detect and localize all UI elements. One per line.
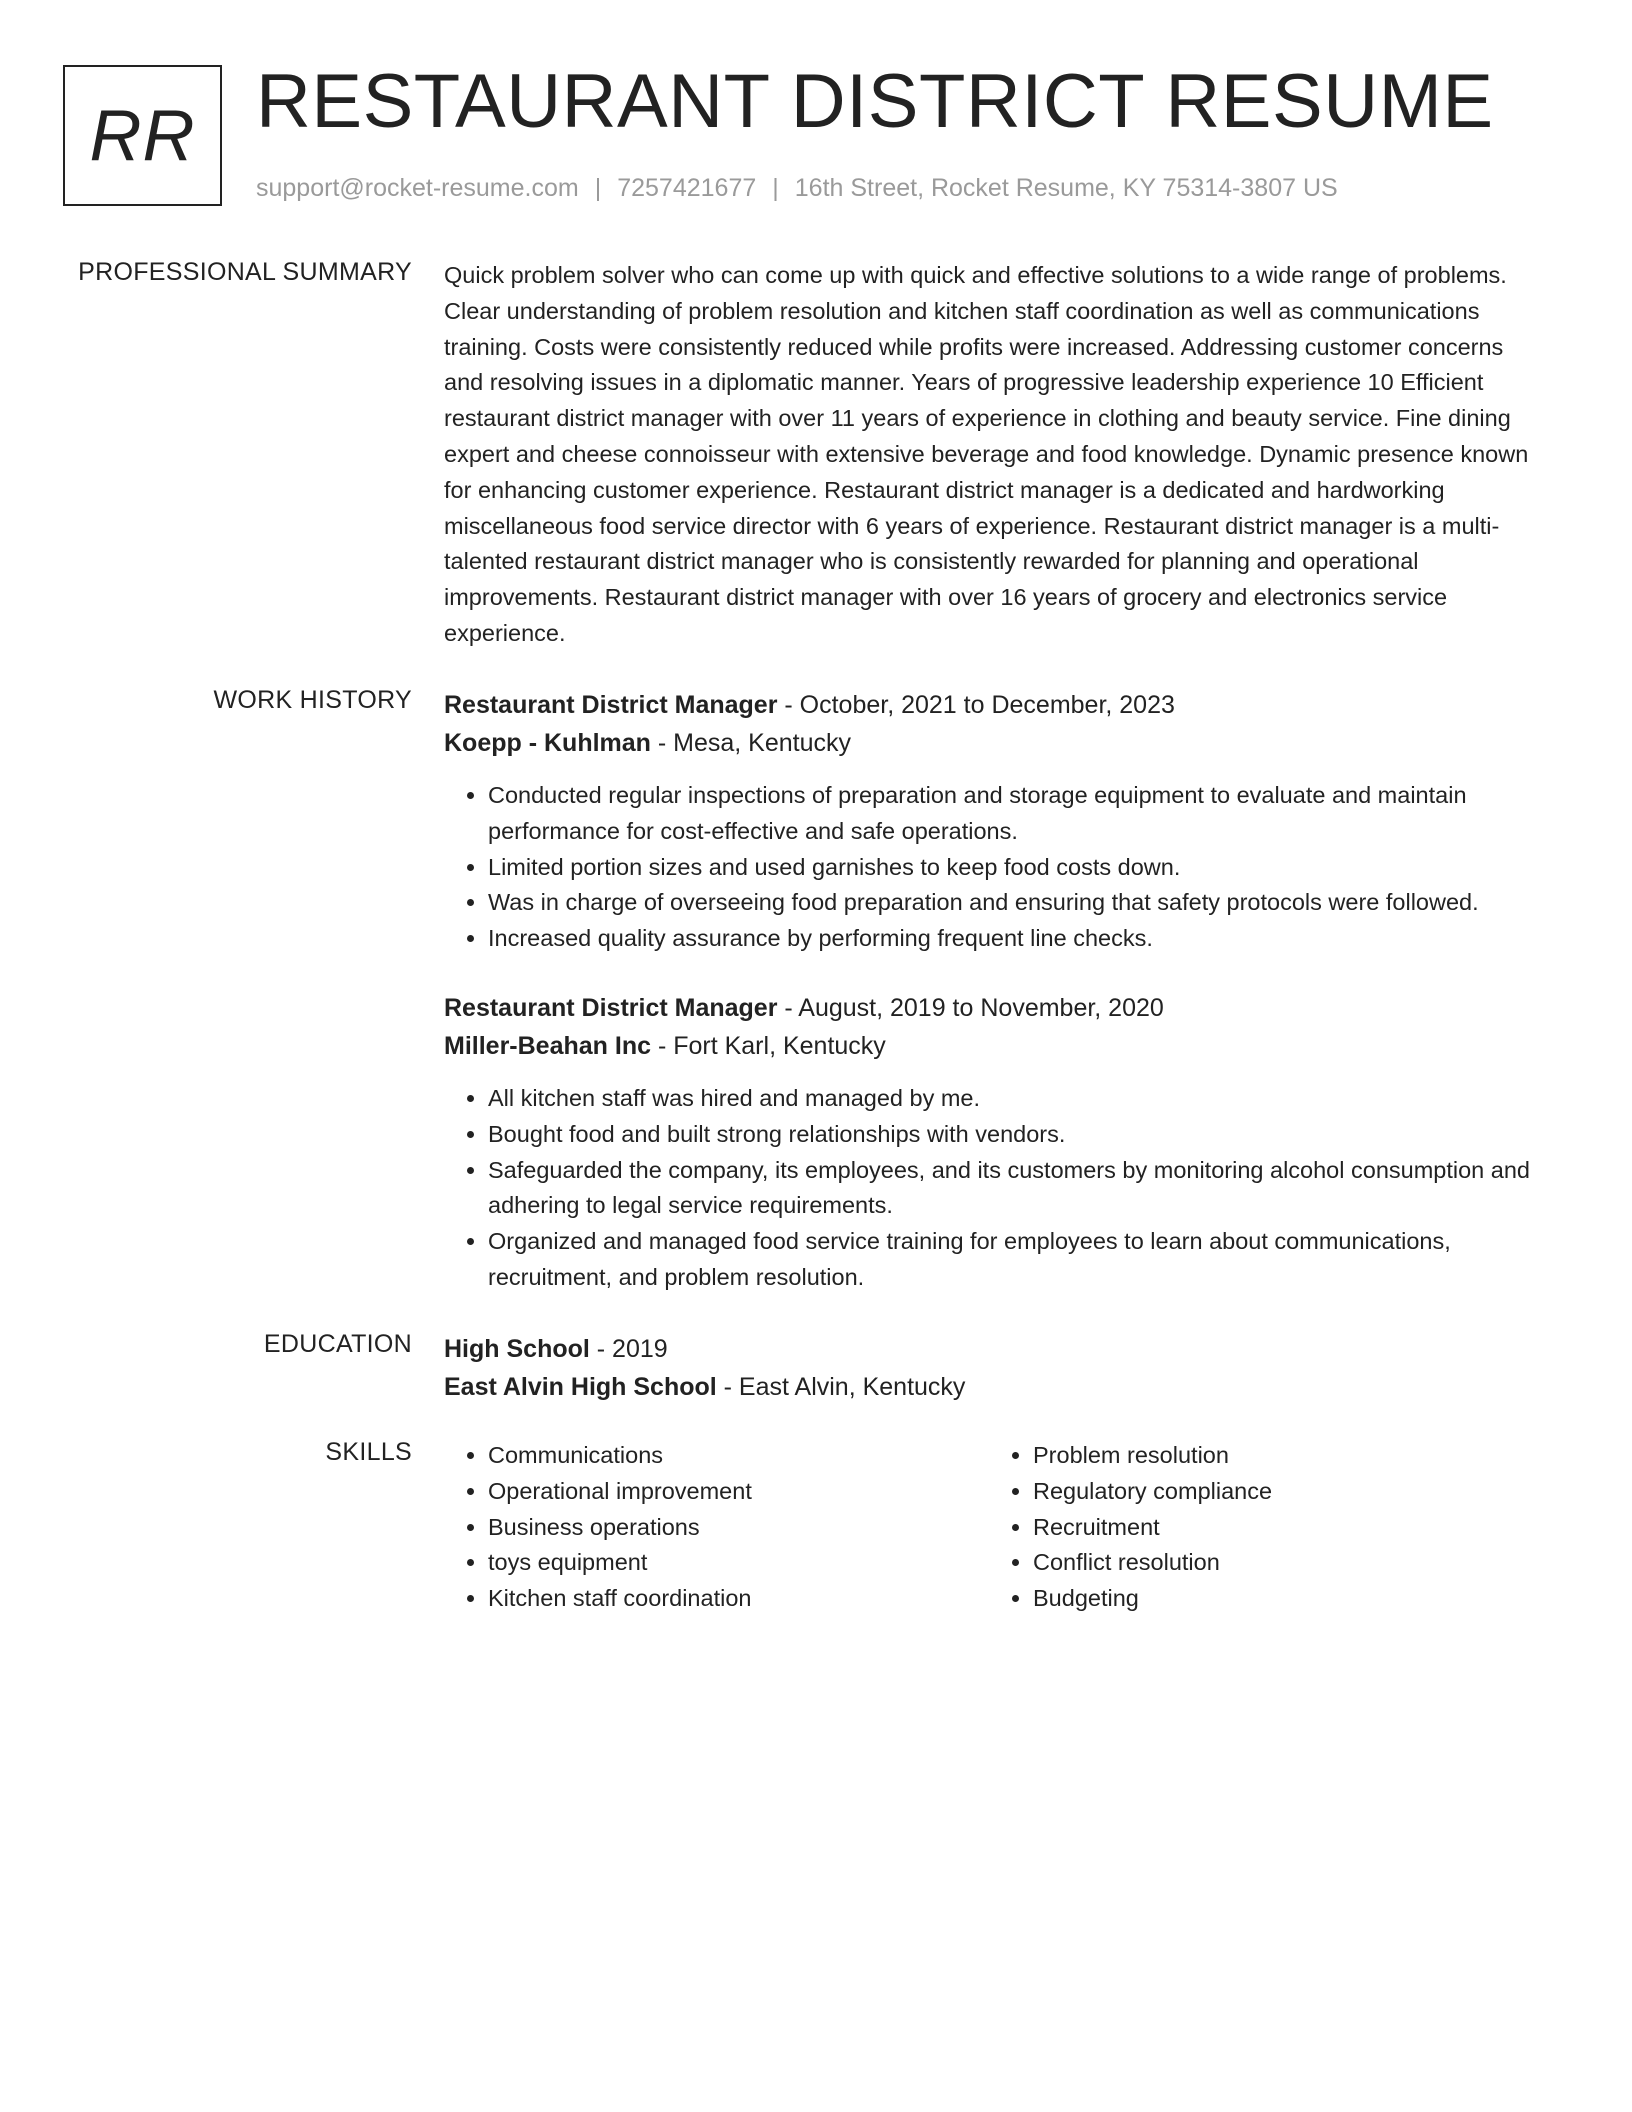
job-company-line [444, 1027, 1538, 1065]
job-bullets [444, 1081, 1538, 1296]
skills-list [444, 1438, 989, 1617]
job-bullets [444, 778, 1538, 957]
job-bullet: • Organized and managed food service training for employees to learn about communications, recruitment, and problem resolution. [488, 1224, 1538, 1296]
job-company-line [444, 724, 1538, 762]
education-degree: High School [444, 1335, 590, 1363]
contact-separator: | [594, 174, 602, 202]
job-title-line [444, 686, 1538, 724]
skill-item: • toys equipment [488, 1545, 989, 1581]
contact-line [256, 174, 1338, 203]
skill-item: • Operational improvement [488, 1474, 989, 1510]
job-location: - Fort Karl, Kentucky [651, 1031, 886, 1060]
skills-column-left [444, 1438, 989, 1617]
skill-item: • Communications [488, 1438, 989, 1474]
job-location: - Mesa, Kentucky [650, 729, 852, 757]
skill-item: • Budgeting [1033, 1581, 1534, 1617]
job-dates: - August, 2019 to November, 2020 [777, 993, 1164, 1022]
contact-email: support@rocket-resume.com [256, 174, 579, 202]
education-location: - East Alvin, Kentucky [716, 1373, 966, 1401]
education-body [444, 1330, 1538, 1406]
skill-item: • Kitchen staff coordination [488, 1581, 989, 1617]
job-dates: - October, 2021 to December, 2023 [777, 691, 1175, 719]
summary-body [444, 258, 1538, 652]
contact-address: 16th Street, Rocket Resume, KY 75314-3807 US [794, 174, 1338, 202]
skills-body [444, 1438, 1538, 1617]
contact-phone: 7257421677 [617, 174, 757, 202]
skill-item: • Conflict resolution [1033, 1545, 1534, 1581]
summary-text: Quick problem solver who can come up with quick and effective solutions to a wide range of problems. Clear understanding of problem resolution and kitchen staff coordination as well as communications training. Costs were consistently reduced while profits were increased. Addressing customer concerns and resolving issues in a diplomatic manner. Years of progressive leadership experience 10 Efficient restaurant district manager with over 11 years of experience in clothing and beauty service. Fine dining expert and cheese connoisseur with extensive beverage and food knowledge. Dynamic presence known for enhancing customer experience. Restaurant district manager is a dedicated and hardworking miscellaneous food service director with 6 years of experience. Restaurant district manager is a multi-talented restaurant district manager who is consistently rewarded for planning and operational improvements. Restaurant district manager with over 16 years of grocery and electronics service experience. [444, 262, 1529, 646]
skill-item: • Problem resolution [1033, 1438, 1534, 1474]
work-history-body [444, 686, 1538, 1328]
monogram-box [63, 65, 222, 206]
job-company: Miller-Beahan Inc [444, 1031, 651, 1060]
education-school-line [444, 1368, 1538, 1406]
resume-title: RESTAURANT DISTRICT RESUME [256, 59, 1494, 144]
job-entry [444, 989, 1538, 1296]
job-entry [444, 686, 1538, 957]
section-title-work: WORK HISTORY [213, 686, 412, 714]
job-bullet: • All kitchen staff was hired and managed by me. [488, 1081, 1538, 1117]
job-bullet: • Increased quality assurance by performing frequent line checks. [488, 921, 1538, 957]
education-school: East Alvin High School [444, 1373, 717, 1401]
skills-list [989, 1438, 1534, 1617]
section-title-skills: SKILLS [325, 1438, 412, 1466]
job-company: Koepp - Kuhlman [444, 729, 651, 757]
education-degree-line [444, 1330, 1538, 1368]
contact-separator: | [772, 174, 779, 202]
skill-item: • Recruitment [1033, 1510, 1534, 1546]
skills-column-right [989, 1438, 1534, 1617]
job-role: Restaurant District Manager [444, 993, 778, 1022]
job-bullet: • Bought food and built strong relationships with vendors. [488, 1117, 1538, 1153]
skill-item: • Business operations [488, 1510, 989, 1546]
job-bullet: • Limited portion sizes and used garnishes to keep food costs down. [488, 850, 1538, 886]
education-year: - 2019 [589, 1335, 668, 1363]
section-title-education: EDUCATION [263, 1330, 412, 1358]
job-role: Restaurant District Manager [444, 691, 778, 719]
monogram-initials: RR [89, 95, 196, 176]
section-title-summary: PROFESSIONAL SUMMARY [78, 258, 412, 286]
skill-item: • Regulatory compliance [1033, 1474, 1534, 1510]
job-title-line [444, 989, 1538, 1027]
job-bullet: • Safeguarded the company, its employees, and its customers by monitoring alcohol consumption and adhering to legal service requirements. [488, 1153, 1538, 1225]
job-bullet: • Conducted regular inspections of preparation and storage equipment to evaluate and maintain performance for cost-effective and safe operations. [488, 778, 1538, 850]
job-bullet: • Was in charge of overseeing food preparation and ensuring that safety protocols were followed. [488, 885, 1538, 921]
